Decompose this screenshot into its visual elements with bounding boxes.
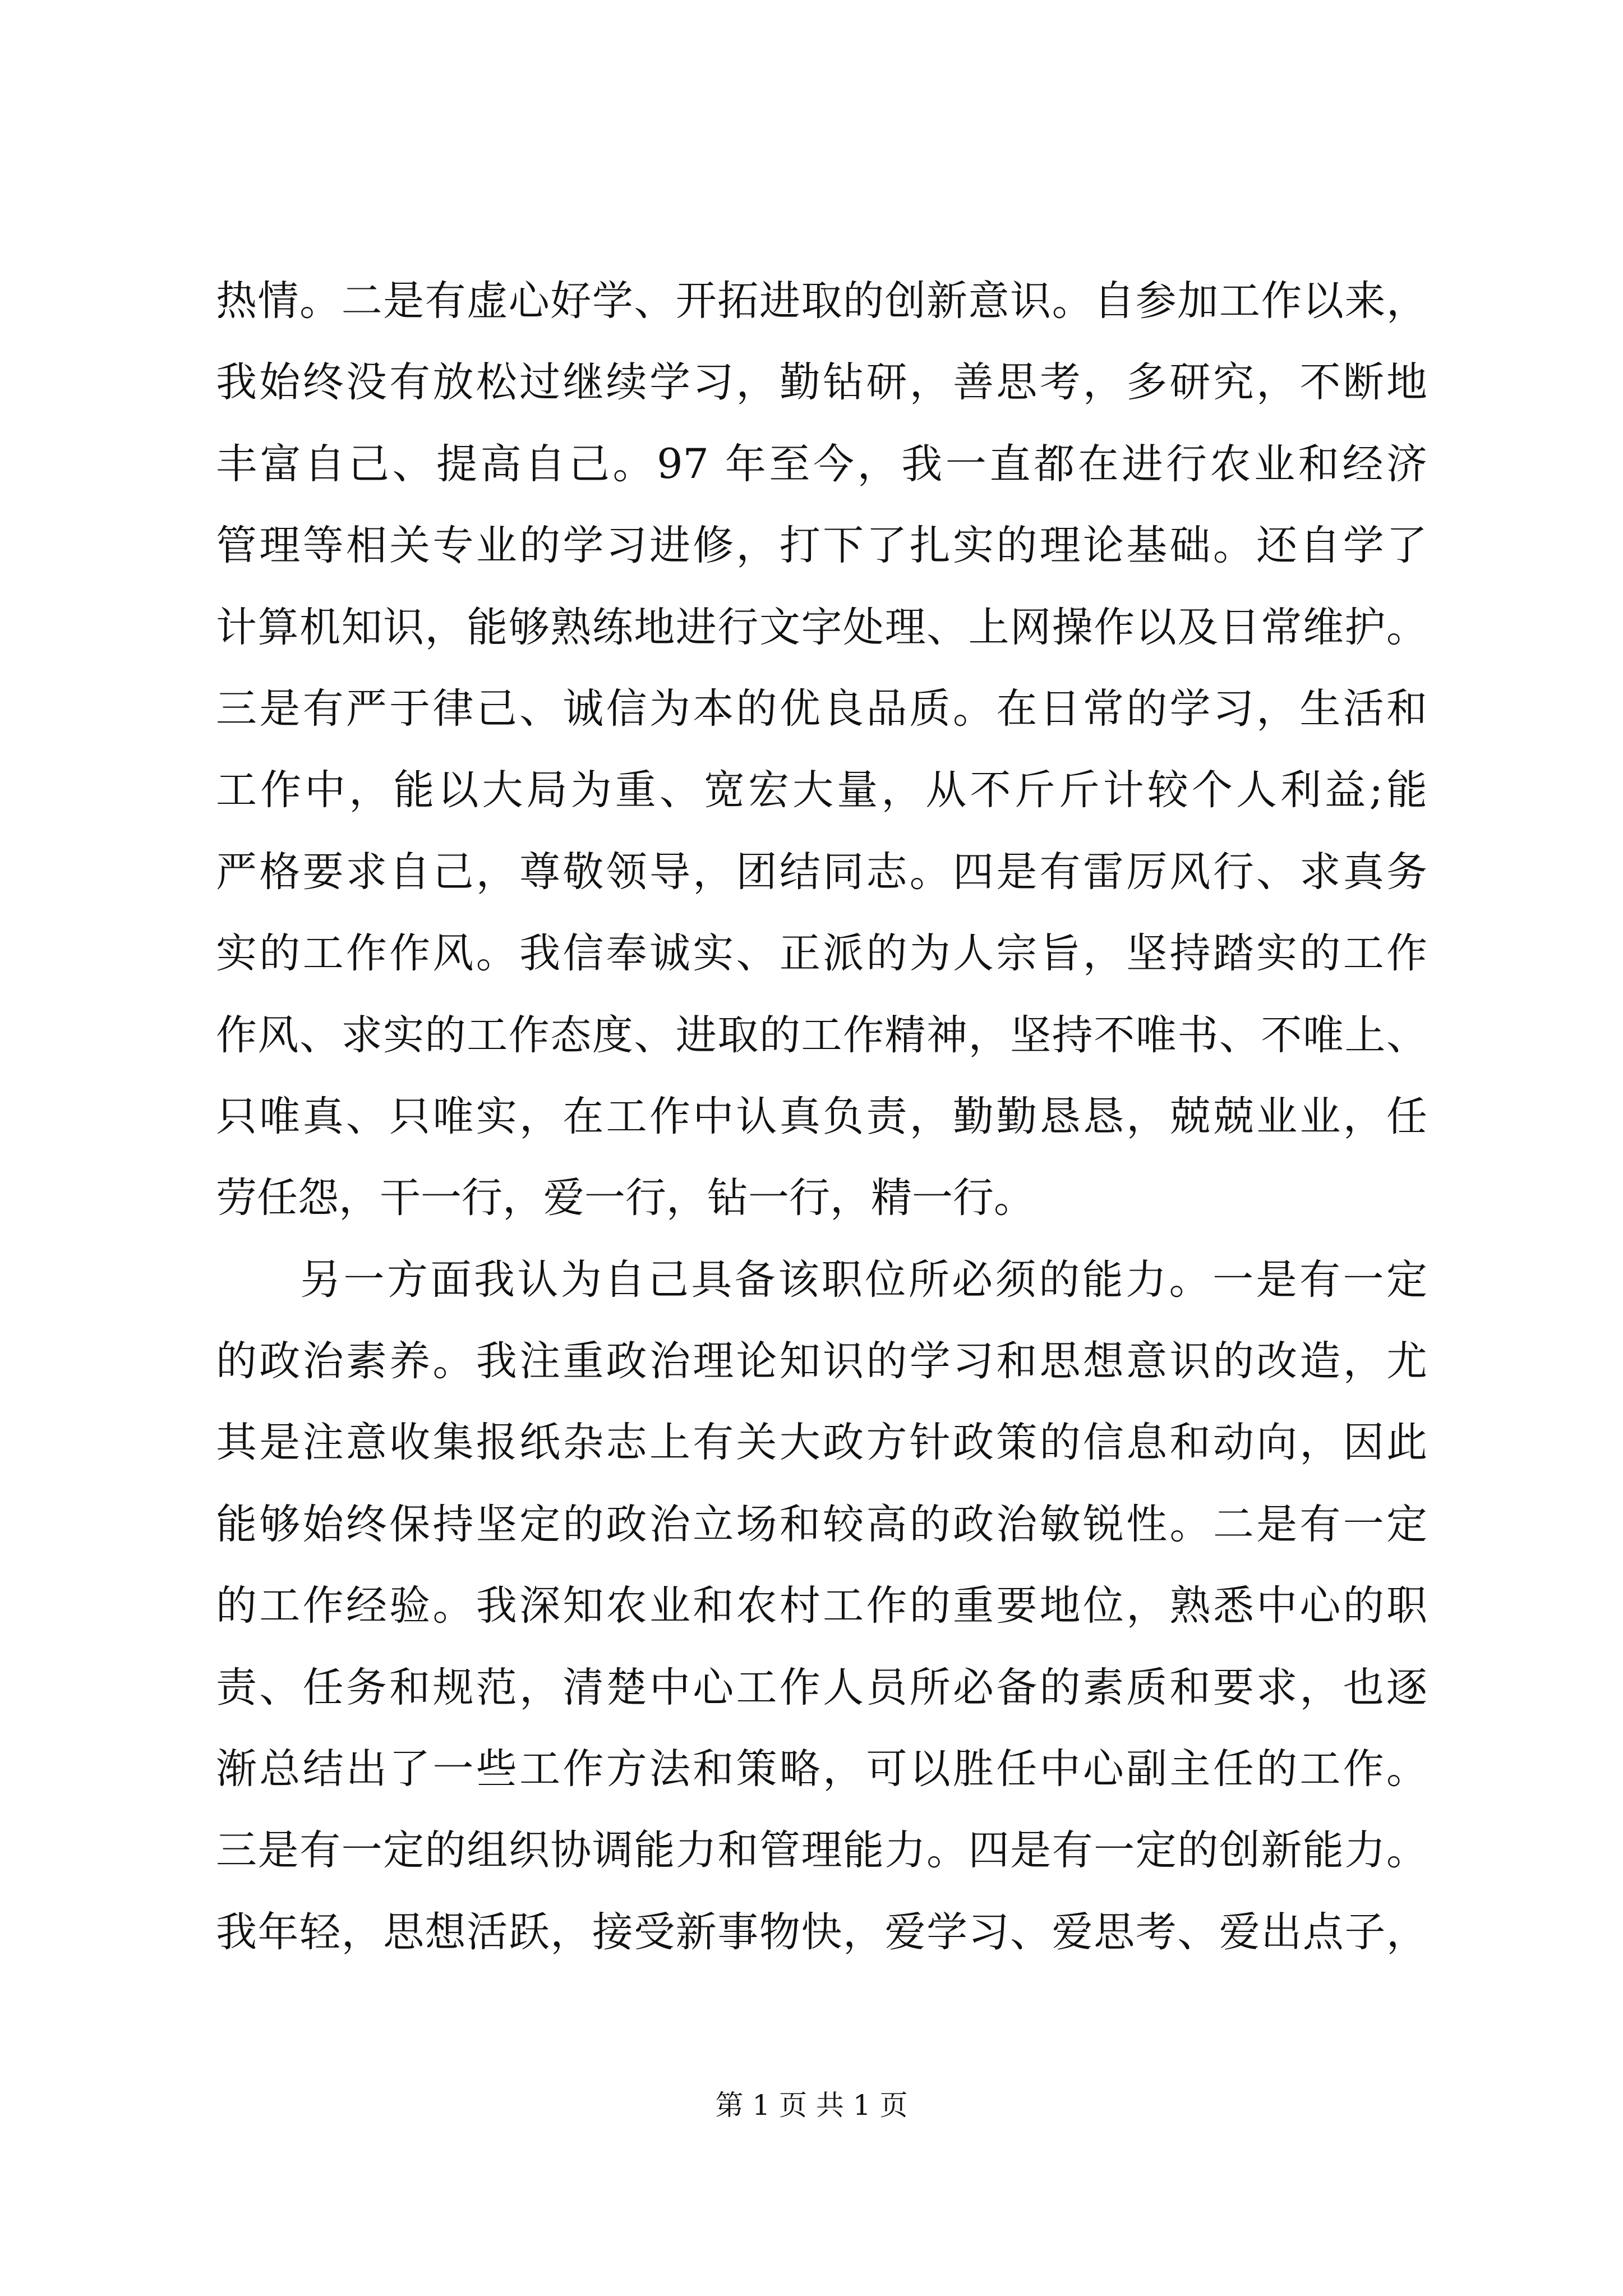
text-line: 的政治素养。我注重政治理论知识的学习和思想意识的改造，尤 (216, 1337, 1427, 1386)
text-line: 能够始终保持坚定的政治立场和较高的政治敏锐性。二是有一定 (216, 1500, 1427, 1548)
text-line-paragraph-end: 劳任怨，干一行，爱一行，钻一行，精一行。 (216, 1174, 1035, 1222)
text-line: 的工作经验。我深知农业和农村工作的重要地位，熟悉中心的职 (216, 1582, 1427, 1630)
text-line: 作风、求实的工作态度、进取的工作精神，坚持不唯书、不唯上、 (216, 1011, 1427, 1059)
text-line: 丰富自己、提高自己。97 年至今，我一直都在进行农业和经济 (216, 440, 1427, 488)
text-line-paragraph-start: 另一方面我认为自己具备该职位所必须的能力。一是有一定 (300, 1255, 1427, 1304)
text-line: 三是有一定的组织协调能力和管理能力。四是有一定的创新能力。 (216, 1826, 1427, 1875)
text-line: 工作中，能以大局为重、宽宏大量，从不斤斤计较个人利益;能 (216, 766, 1427, 815)
text-line: 我年轻，思想活跃，接受新事物快，爱学习、爱思考、爱出点子， (216, 1908, 1427, 1956)
text-line: 热情。二是有虚心好学、开拓进取的创新意识。自参加工作以来， (216, 277, 1427, 325)
page-footer: 第 1 页 共 1 页 (715, 2089, 908, 2122)
text-line: 实的工作作风。我信奉诚实、正派的为人宗旨，坚持踏实的工作 (216, 930, 1427, 978)
text-line: 渐总结出了一些工作方法和策略，可以胜任中心副主任的工作。 (216, 1745, 1427, 1793)
text-line: 严格要求自己，尊敬领导，团结同志。四是有雷厉风行、求真务 (216, 848, 1427, 896)
text-line: 其是注意收集报纸杂志上有关大政方针政策的信息和动向，因此 (216, 1419, 1427, 1467)
text-line: 我始终没有放松过继续学习，勤钻研，善思考，多研究，不断地 (216, 358, 1427, 407)
text-line: 只唯真、只唯实，在工作中认真负责，勤勤恳恳，兢兢业业，任 (216, 1092, 1427, 1140)
text-line: 三是有严于律己、诚信为本的优良品质。在日常的学习，生活和 (216, 684, 1427, 733)
text-line: 责、任务和规范，清楚中心工作人员所必备的素质和要求，也逐 (216, 1663, 1427, 1711)
text-line: 管理等相关专业的学习进修，打下了扎实的理论基础。还自学了 (216, 522, 1427, 570)
document-body (216, 260, 1427, 1973)
text-line: 计算机知识，能够熟练地进行文字处理、上网操作以及日常维护。 (216, 603, 1427, 651)
